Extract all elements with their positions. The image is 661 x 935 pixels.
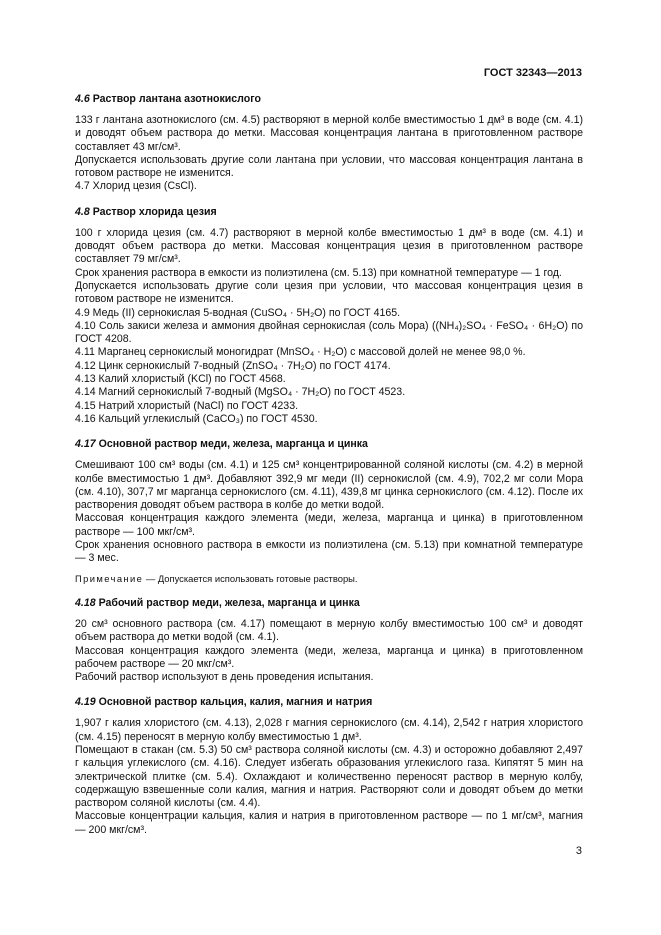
paragraph: Допускается использовать другие соли цезия при условии, что массовая концентрация цезия в готовом растворе не изменится. [75,279,583,306]
paragraph: Допускается использовать другие соли лантана при условии, что массовая концентрация лантана в готовом растворе не изменится. [75,153,583,180]
heading-number: 4.8 [75,205,90,218]
heading-number: 4.19 [75,696,96,709]
heading-text: Раствор хлорида цезия [92,205,217,218]
note-label: Примечание [75,572,144,584]
paragraph: 133 г лантана азотнокислого (см. 4.5) растворяют в мерной колбе вместимостью 1 дм³ в воде (см. 4.1) и доводят объем раствора до метки. Массовая концентрация лантана в приготовленном растворе составляет 43 мг/см³. [75,114,583,153]
heading-number: 4.6 [75,93,90,105]
note-text: — Допускается использовать готовые растворы. [143,572,358,584]
list-item: 4.12 Цинк сернокислый 7-водный (ZnSO₄ · 7H₂O) по ГОСТ 4174. [75,359,391,372]
list-item: 4.11 Марганец сернокислый моногидрат (MnSO₄ · H₂O) с массовой долей не менее 98,0 %. [75,346,526,359]
section-heading-4-19 [75,695,583,709]
paragraph: 4.7 Хлорид цезия (CsCl). [75,180,197,193]
list-item: 4.13 Калий хлористый (KCl) по ГОСТ 4568. [75,373,286,386]
list-item: 4.9 Медь (II) сернокислая 5-водная (CuSO₄ · 5H₂O) по ГОСТ 4165. [75,306,401,319]
heading-number: 4.18 [75,596,96,609]
paragraph: Рабочий раствор используют в день проведения испытания. [75,671,374,684]
section-heading-4-8 [75,205,583,219]
section-heading-4-6 [75,92,583,106]
page-content [75,92,583,837]
list-item: 4.14 Магний сернокислый 7-водный (MgSO₄ · 7H₂O) по ГОСТ 4523. [75,386,406,399]
paragraph: 100 г хлорида цезия (см. 4.7) растворяют в мерной колбе вместимостью 1 дм³ в воде (см. 4.1) и доводят объем раствора до метки. Массовая концентрация цезия в приготовленном растворе составляет 79 мг/см³. [75,226,583,266]
paragraph: Срок хранения раствора в емкости из полиэтилена (см. 5.13) при комнатной температуре — 1 год. [75,266,562,279]
section-heading-4-17 [75,437,583,451]
paragraph: Массовые концентрации кальция, калия и натрия в приготовленном растворе — по 1 мг/см³, магния — 200 мкг/см³. [75,810,583,836]
paragraph: Помещают в стакан (см. 5.3) 50 см³ раствора соляной кислоты (см. 4.3) и осторожно добавляют 2,497 г кальция углекислого (см. 4.16). Следует избегать образования углекислого газа. Кипятят 5 мин на электрической плитке (см. 5.4). Охлаждают и количественно переносят раствор в мерную колбу, содержащую взвешенные соли калия, магния и натрия. Растворяют соли и доводят объем до метки раствором соляной кислоты (см. 4.4). [75,743,583,810]
section-heading-4-18 [75,596,583,610]
list-item: 4.15 Натрий хлористый (NaCl) по ГОСТ 4233. [75,399,299,412]
paragraph: Срок хранения основного раствора в емкости из полиэтилена (см. 5.13) при комнатной температуре — 3 мес. [75,539,583,565]
page-number: 3 [575,845,582,857]
list-item: 4.16 Кальций углекислый (CaCO₃) по ГОСТ 4530. [75,412,318,425]
paragraph: 1,907 г калия хлористого (см. 4.13), 2,028 г магния сернокислого (см. 4.14), 2,542 г натрия хлористого (см. 4.15) переносят в мерную колбу вместимостью 1 дм³. [75,717,583,743]
list-item: 4.10 Соль закиси железа и аммония двойная сернокислая (соль Мора) ((NH₄)₂SO₄ · FeSO₄ · 6H₂O) по ГОСТ 4208. [75,319,583,346]
note [75,572,583,585]
paragraph: 20 см³ основного раствора (см. 4.17) помещают в мерную колбу вместимостью 100 см³ и доводят объем раствора до метки водой (см. 4.1). [75,617,583,644]
heading-text: Основной раствор меди, железа, марганца и цинка [98,438,368,451]
heading-text: Основной раствор кальция, калия, магния и натрия [98,696,373,709]
paragraph: Массовая концентрация каждого элемента (меди, железа, марганца и цинка) в приготовленном рабочем растворе — 20 мкг/см³. [75,644,583,670]
heading-text: Рабочий раствор меди, железа, марганца и цинка [98,596,360,609]
document-code: ГОСТ 32343—2013 [483,67,582,79]
heading-text: Раствор лантана азотнокислого [92,93,261,105]
heading-number: 4.17 [75,438,96,451]
paragraph: Смешивают 100 см³ воды (см. 4.1) и 125 см³ концентрированной соляной кислоты (см. 4.2) в мерной колбе вместимостью 1 дм³. Добавляют 392,9 мг меди (II) сернокислой (см. 4.9), 702,2 мг соли Мора (см. 4.10), 307,7 мг марганца сернокислого (см. 4.11), 439,8 мг цинка сернокислого (см. 4.12). После их растворения доводят объем раствора в колбе до метки водой. [75,459,583,512]
paragraph: Массовая концентрация каждого элемента (меди, железа, марганца и цинка) в приготовленном растворе — 100 мкг/см³. [75,512,583,538]
